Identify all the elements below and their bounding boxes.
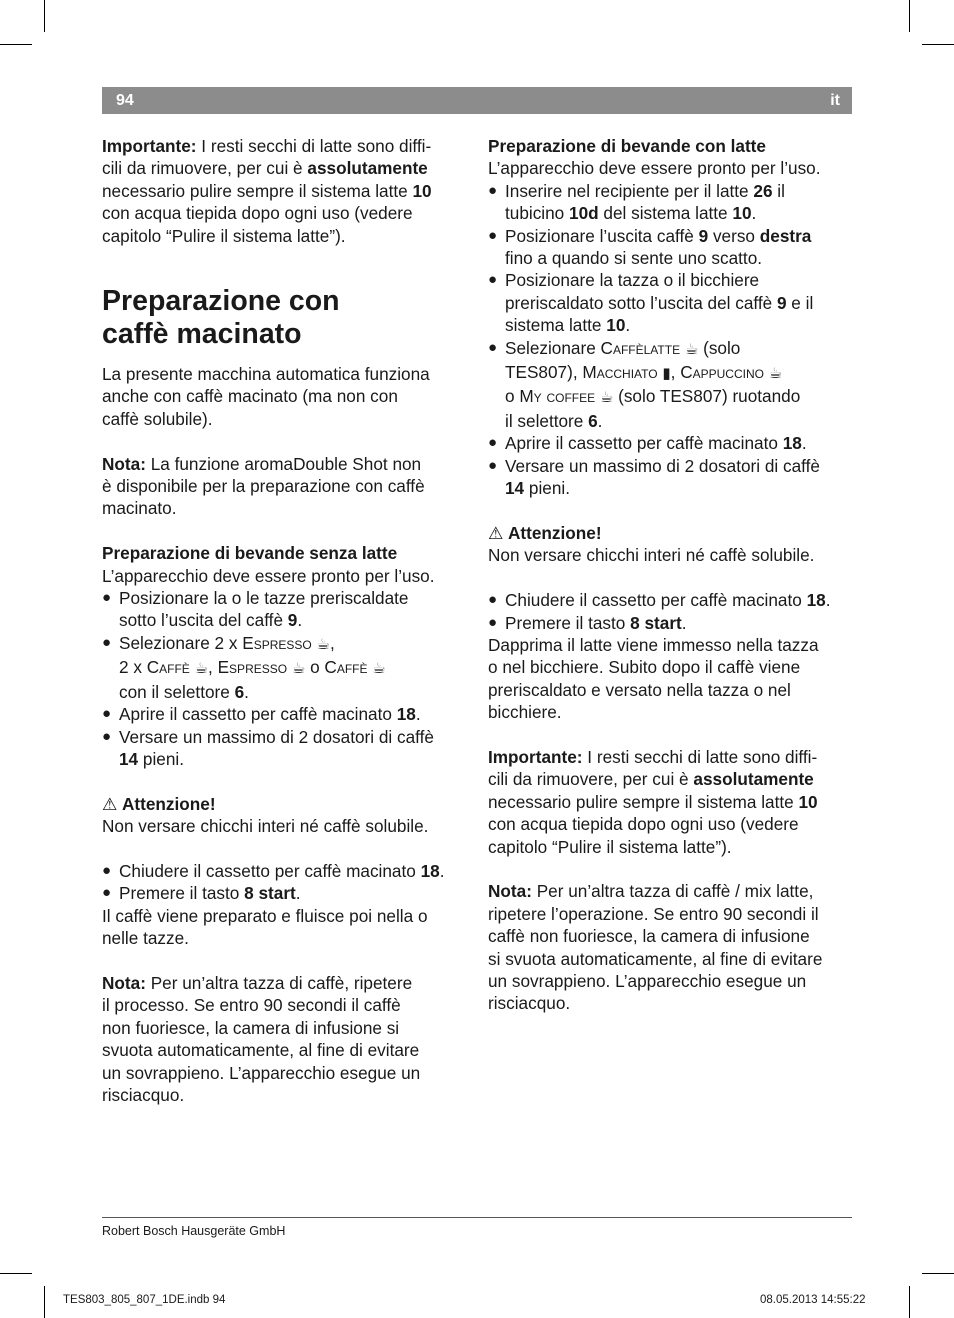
footer-company: Robert Bosch Hausgeräte GmbH [102, 1224, 286, 1238]
list-item: ● Posizionare la tazza o il bicchiere preriscaldato sotto l’uscita del caffè 9 e il sistema latte 10. [488, 269, 856, 336]
double-cup-icon: ☕ [316, 635, 330, 653]
footer-divider [102, 1217, 852, 1218]
list-item: ● Aprire il cassetto per caffè macinato 18. [488, 432, 856, 454]
left-column [102, 135, 467, 1106]
steps-list [102, 587, 467, 770]
espresso-cup-icon: ☕ [291, 660, 306, 678]
note-repeat: Nota: Per un’altra tazza di caffè / mix latte, ripetere l’operazione. Se entro 90 secondi il caffè non fuoriesce, la camera di infusione si svuota automaticamente, al fine di evitare un sovrappieno. L’apparecchio esegue un risciacquo. [488, 881, 823, 1014]
double-cup-icon: ☕ [194, 660, 209, 678]
warning-heading: ⚠ Attenzione! [102, 793, 216, 814]
subheading-with-milk: Preparazione di bevande con latte [488, 136, 766, 156]
note-aromadouble: Nota: La funzione aromaDouble Shot non è disponibile per la preparazione con caffè macinato. [102, 453, 425, 519]
list-item: ● Versare un massimo di 2 dosatori di caffè 14 pieni. [488, 455, 856, 500]
ready-text: L’apparecchio deve essere pronto per l’uso. [102, 565, 435, 586]
crop-mark [44, 0, 45, 32]
crop-mark [922, 44, 954, 45]
milk-steps-list-2 [488, 589, 856, 634]
subheading-no-milk: Preparazione di bevande senza latte [102, 543, 398, 564]
print-slug-date: 08.05.2013 14:55:22 [760, 1294, 866, 1306]
list-item: ● Aprire il cassetto per caffè macinato 18. [102, 703, 467, 725]
warning-text: Non versare chicchi interi né caffè solubile. [102, 816, 429, 837]
list-item: ● Inserire nel recipiente per il latte 26 il tubicino 10d del sistema latte 10. [488, 180, 856, 225]
list-item: ● Selezionare 2 x Espresso ☕, 2 x Caffè ☕, Espresso ☕ o Caffè ☕ con il selettore 6. [102, 632, 467, 703]
crop-mark [909, 1286, 910, 1318]
intro-paragraph: La presente macchina automatica funziona anche con caffè macinato (ma non con caffè solubile). [102, 364, 430, 429]
note-repeat: Nota: Per un’altra tazza di caffè, ripetere il processo. Se entro 90 secondi il caffè non fuoriesce, la camera di infusione si svuota automaticamente, al fine di evitare un sovrappieno. L’apparecchio esegue un risciacquo. [102, 972, 421, 1105]
list-item: ● Selezionare Caffèlatte ☕ (solo TES807), Macchiato ▮, Cappuccino ☕ o My coffee ☕ (solo TES807) ruotando il selettore 6. [488, 337, 856, 433]
list-item: ● Posizionare l’uscita caffè 9 verso destra fino a quando si sente uno scatto. [488, 225, 856, 270]
list-item: ● Versare un massimo di 2 dosatori di caffè 14 pieni. [102, 726, 467, 771]
crop-mark [922, 1273, 954, 1274]
important-note: Importante: I resti secchi di latte sono diffi- cili da rimuovere, per cui è assolutamente necessario pulire sempre il sistema latte 10 con acqua tiepida dopo ogni uso (vedere capitolo “Pulire il sistema latte”). [488, 746, 818, 857]
crop-mark [0, 44, 32, 45]
coffee-cup-icon: ☕ [372, 660, 386, 678]
language-code: it [830, 92, 840, 109]
section-heading: Preparazione con caffè macinato [102, 285, 340, 351]
warning-icon: ⚠ [488, 522, 504, 543]
result-paragraph: Dapprima il latte viene immesso nella tazza o nel bicchiere. Subito dopo il caffè viene preriscaldato e versato nella tazza o nel bicchiere. [488, 634, 819, 723]
crop-mark [0, 1273, 32, 1274]
print-slug-file: TES803_805_807_1DE.indb 94 [63, 1294, 226, 1306]
steps-list-2 [102, 860, 467, 905]
macchiato-glass-icon: ▮ [662, 365, 671, 383]
crop-mark [909, 0, 910, 32]
list-item: ● Chiudere il cassetto per caffè macinato 18. [102, 860, 467, 882]
list-item: ● Posizionare la o le tazze preriscaldate sotto l’uscita del caffè 9. [102, 587, 467, 632]
warning-heading: ⚠ Attenzione! [488, 522, 602, 543]
list-item: ● Chiudere il cassetto per caffè macinato 18. [488, 589, 856, 611]
list-item: ● Premere il tasto 8 start. [488, 612, 856, 634]
list-item: ● Premere il tasto 8 start. [102, 882, 467, 904]
caffelatte-icon: ☕ [684, 340, 699, 358]
warning-text: Non versare chicchi interi né caffè solubile. [488, 545, 815, 566]
cappuccino-cup-icon: ☕ [768, 365, 783, 383]
warning-icon: ⚠ [102, 793, 118, 814]
ready-text: L’apparecchio deve essere pronto per l’uso. [488, 158, 821, 179]
result-paragraph: Il caffè viene preparato e fluisce poi nella o nelle tazze. [102, 905, 428, 949]
my-coffee-icon: ☕ [599, 389, 614, 407]
important-note: Importante: I resti secchi di latte sono diffi- cili da rimuovere, per cui è assolutamente necessario pulire sempre il sistema latte 10 con acqua tiepida dopo ogni uso (vedere capitolo “Pulire il sistema latte”). [102, 136, 432, 246]
crop-mark [44, 1286, 45, 1318]
page-number: 94 [116, 92, 134, 109]
right-column [488, 135, 856, 1015]
page-header [102, 87, 852, 114]
milk-steps-list [488, 180, 856, 500]
